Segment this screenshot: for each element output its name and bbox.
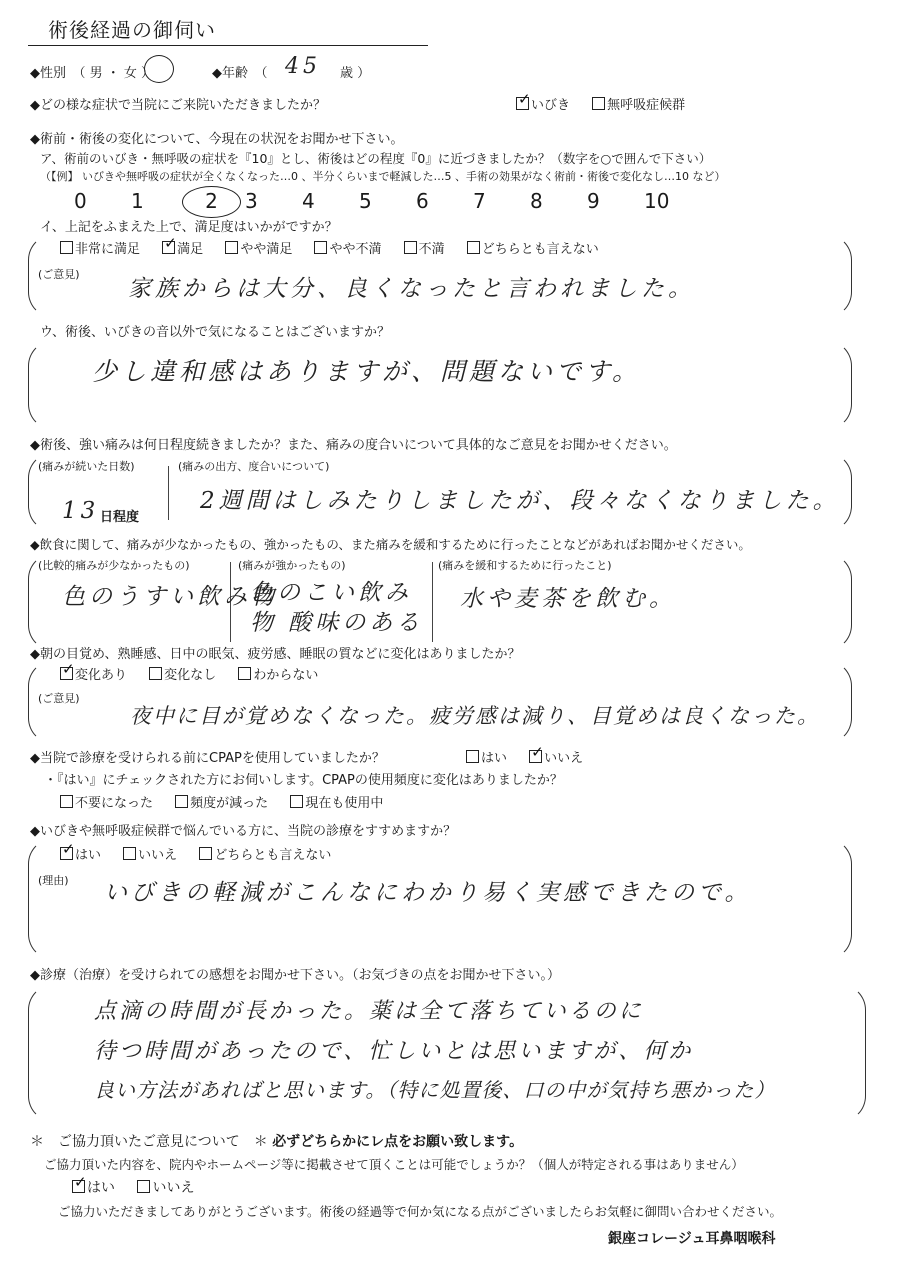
checkbox-checked-icon <box>516 97 529 110</box>
gender-question: ◆性別 （ 男 ・ 女 ） <box>30 66 155 81</box>
checkbox-icon <box>225 241 238 254</box>
scale-8[interactable]: 8 <box>530 189 543 213</box>
checkbox-icon <box>123 847 136 860</box>
age-unit: 歳 ） <box>340 66 371 81</box>
recommend-question: ◆いびきや無呼吸症候群で悩んでいる方に、当院の診療をすすめますか？ <box>30 824 457 839</box>
food-less-label: (比較的痛みが少なかったもの) <box>38 559 190 572</box>
symptom-question: ◆どの様な症状で当院にご来院いただきましたか？ <box>30 98 326 113</box>
other-comment: 少し違和感はありますが、問題ないです。 <box>92 357 642 386</box>
checkbox-checked-icon <box>529 750 542 763</box>
checkbox-icon <box>60 795 73 808</box>
scale-5[interactable]: 5 <box>359 189 372 213</box>
change-question: ◆術前・術後の変化について、今現在の状況をお聞かせ下さい。 <box>30 132 404 147</box>
scale-9[interactable]: 9 <box>587 189 600 213</box>
recommend-options <box>60 844 349 863</box>
page-title: 術後経過の御伺い <box>48 18 216 42</box>
scale-4[interactable]: 4 <box>302 189 315 213</box>
food-strong-value: 色のこい飲み物 酸味のある <box>250 580 424 636</box>
checkbox-checked-icon <box>162 241 175 254</box>
impression-line-1: 点滴の時間が長かった。薬は全て落ちているのに <box>94 999 644 1024</box>
scale-2-selected[interactable]: 2 <box>188 186 245 218</box>
footer-question: ご協力頂いた内容を、院内やホームページ等に掲載させて頂くことは可能でしょうか？（個人が特定される事はありません） <box>44 1157 744 1172</box>
consent-option-yes[interactable]: ✓はい <box>72 1177 115 1197</box>
impression-line-3: 良い方法があればと思います。（特に処置後、口の中が気持ち悪かった） <box>94 1078 776 1102</box>
scale-6[interactable]: 6 <box>416 189 429 213</box>
checkbox-checked-icon <box>72 1180 85 1193</box>
recommend-option-no[interactable]: いいえ <box>123 844 177 863</box>
pain-comment: 2週間はしみたりしましたが、段々なくなりました。 <box>200 488 840 514</box>
impression-line-2: 待つ時間があったので、忙しいとは思いますが、何か <box>94 1039 694 1064</box>
recommend-option-yes[interactable]: ✓はい <box>60 844 101 863</box>
age-value: 45 <box>285 54 321 79</box>
morning-question: ◆朝の目覚め、熟睡感、日中の眠気、疲労感、睡眠の質などに変化はありましたか？ <box>30 647 521 662</box>
cpap-freq-option-still[interactable]: 現在も使用中 <box>290 792 383 811</box>
scale-3[interactable]: 3 <box>245 189 258 213</box>
recommend-option-neither[interactable]: どちらとも言えない <box>199 844 331 863</box>
satisfaction-option-neither[interactable]: どちらとも言えない <box>467 238 599 257</box>
cpap-frequency-question: ・『はい』にチェックされた方にお伺いします。CPAPの使用頻度に変化はありましたか？ <box>44 773 563 788</box>
morning-options <box>60 664 336 683</box>
cpap-freq-option-reduced[interactable]: 頻度が減った <box>175 792 268 811</box>
checkbox-icon <box>404 241 417 254</box>
checkbox-icon <box>314 241 327 254</box>
cpap-option-no[interactable]: ✓ いいえ <box>529 747 583 766</box>
morning-option-changed[interactable]: ✓変化あり <box>60 664 127 683</box>
checkbox-icon <box>466 750 479 763</box>
pain-divider <box>168 466 169 520</box>
food-divider-2 <box>432 562 433 642</box>
food-question: ◆飲食に関して、痛みが少なかったもの、強かったもの、また痛みを緩和するために行ったことなどがあればお聞かせください。 <box>30 537 751 552</box>
checkbox-icon <box>290 795 303 808</box>
age-question: ◆年齢 （ <box>212 66 268 81</box>
satisfaction-option-very[interactable]: 非常に満足 <box>60 238 140 257</box>
change-example: （【例】 いびきや無呼吸の症状が全くなくなった…0 、半分くらいまで軽減した…5 、手術の効果がなく術前・術後で変化なし…10 など） <box>40 170 726 183</box>
pain-question: ◆術後、強い痛みは何日程度続きましたか？また、痛みの度合いについて具体的なご意見をお聞かせください。 <box>30 438 677 453</box>
satisfaction-option-satisfied[interactable]: ✓ 満足 <box>162 238 203 257</box>
morning-comment: 夜中に目が覚めなくなった。疲労感は減り、目覚めは良くなった。 <box>130 704 820 728</box>
satisfaction-option-somewhat[interactable]: やや満足 <box>225 238 292 257</box>
pain-days-value: 13 <box>62 498 100 524</box>
symptom-options <box>516 94 703 113</box>
cpap-frequency-options <box>60 792 401 811</box>
food-relief-label: (痛みを緩和するために行ったこと) <box>438 559 612 572</box>
morning-option-nochange[interactable]: 変化なし <box>149 664 216 683</box>
consent-options <box>72 1177 212 1197</box>
checkbox-icon <box>467 241 480 254</box>
rating-scale <box>74 186 701 218</box>
cpap-question: ◆当院で診療を受けられる前にCPAPを使用していましたか？ <box>30 751 385 766</box>
satisfaction-option-somewhat-dis[interactable]: やや不満 <box>314 238 381 257</box>
food-strong-label: (痛みが強かったもの) <box>238 559 346 572</box>
checkbox-icon <box>149 667 162 680</box>
change-question-a: ア、術前のいびき・無呼吸の症状を『10』とし、術後はどの程度『0』に近づきましたか？（数字を○で囲んで下さい） <box>40 151 712 166</box>
scale-10[interactable]: 10 <box>644 189 670 213</box>
checkbox-icon <box>137 1180 150 1193</box>
checkbox-icon <box>238 667 251 680</box>
satisfaction-comment: 家族からは大分、良くなったと言われました。 <box>128 276 695 302</box>
cpap-option-yes[interactable]: はい <box>466 747 507 766</box>
pain-days-label: (痛みが続いた日数) <box>38 460 135 473</box>
clinic-name: 銀座コレージュ耳鼻咽喉科 <box>608 1231 776 1247</box>
symptom-option-apnea[interactable]: 無呼吸症候群 <box>592 94 685 113</box>
cpap-options <box>466 747 601 766</box>
satisfaction-options <box>60 238 617 257</box>
morning-opinion-label: (ご意見) <box>38 692 80 705</box>
gender-circle-mark <box>144 55 174 83</box>
pain-detail-label: (痛みの出方、度合いについて) <box>178 460 330 473</box>
impression-question: ◆診療（治療）を受けられての感想をお聞かせ下さい。（お気づきの点をお聞かせ下さい。） <box>30 968 560 983</box>
checkbox-icon <box>175 795 188 808</box>
satisfaction-question: イ、上記をふまえた上で、満足度はいかがですか？ <box>40 220 338 235</box>
checkbox-checked-icon <box>60 667 73 680</box>
checkbox-icon <box>199 847 212 860</box>
cpap-freq-option-unneeded[interactable]: 不要になった <box>60 792 153 811</box>
recommend-comment: いびきの軽減がこんなにわかり易く実感できたので。 <box>104 880 752 906</box>
thanks-message: ご協力いただきましてありがとうございます。術後の経過等で何か気になる点がございましたらお気軽に御問い合わせください。 <box>58 1204 783 1219</box>
other-question: ウ、術後、いびきの音以外で気になることはございますか？ <box>40 325 390 340</box>
food-less-value: 色のうすい飲み物 <box>62 584 278 610</box>
satisfaction-option-dissatisfied[interactable]: 不満 <box>404 238 445 257</box>
scale-1[interactable]: 1 <box>131 189 144 213</box>
scale-7[interactable]: 7 <box>473 189 486 213</box>
checkbox-icon <box>592 97 605 110</box>
scale-0[interactable]: 0 <box>74 189 87 213</box>
food-relief-value: 水や麦茶を飲む。 <box>460 586 676 612</box>
reason-label: (理由) <box>38 874 69 887</box>
footer-note: ＊ ご協力頂いたご意見について ＊ 必ずどちらかにレ点をお願い致します。 <box>30 1134 524 1150</box>
symptom-option-snoring[interactable]: ✓ いびき <box>516 94 570 113</box>
opinion-label: (ご意見) <box>38 268 80 281</box>
checkbox-icon <box>60 241 73 254</box>
consent-option-no[interactable]: いいえ <box>137 1177 194 1197</box>
checkbox-checked-icon <box>60 847 73 860</box>
pain-days-unit: 日程度 <box>100 510 140 525</box>
morning-option-unknown[interactable]: わからない <box>238 664 318 683</box>
title-underline <box>28 45 428 46</box>
